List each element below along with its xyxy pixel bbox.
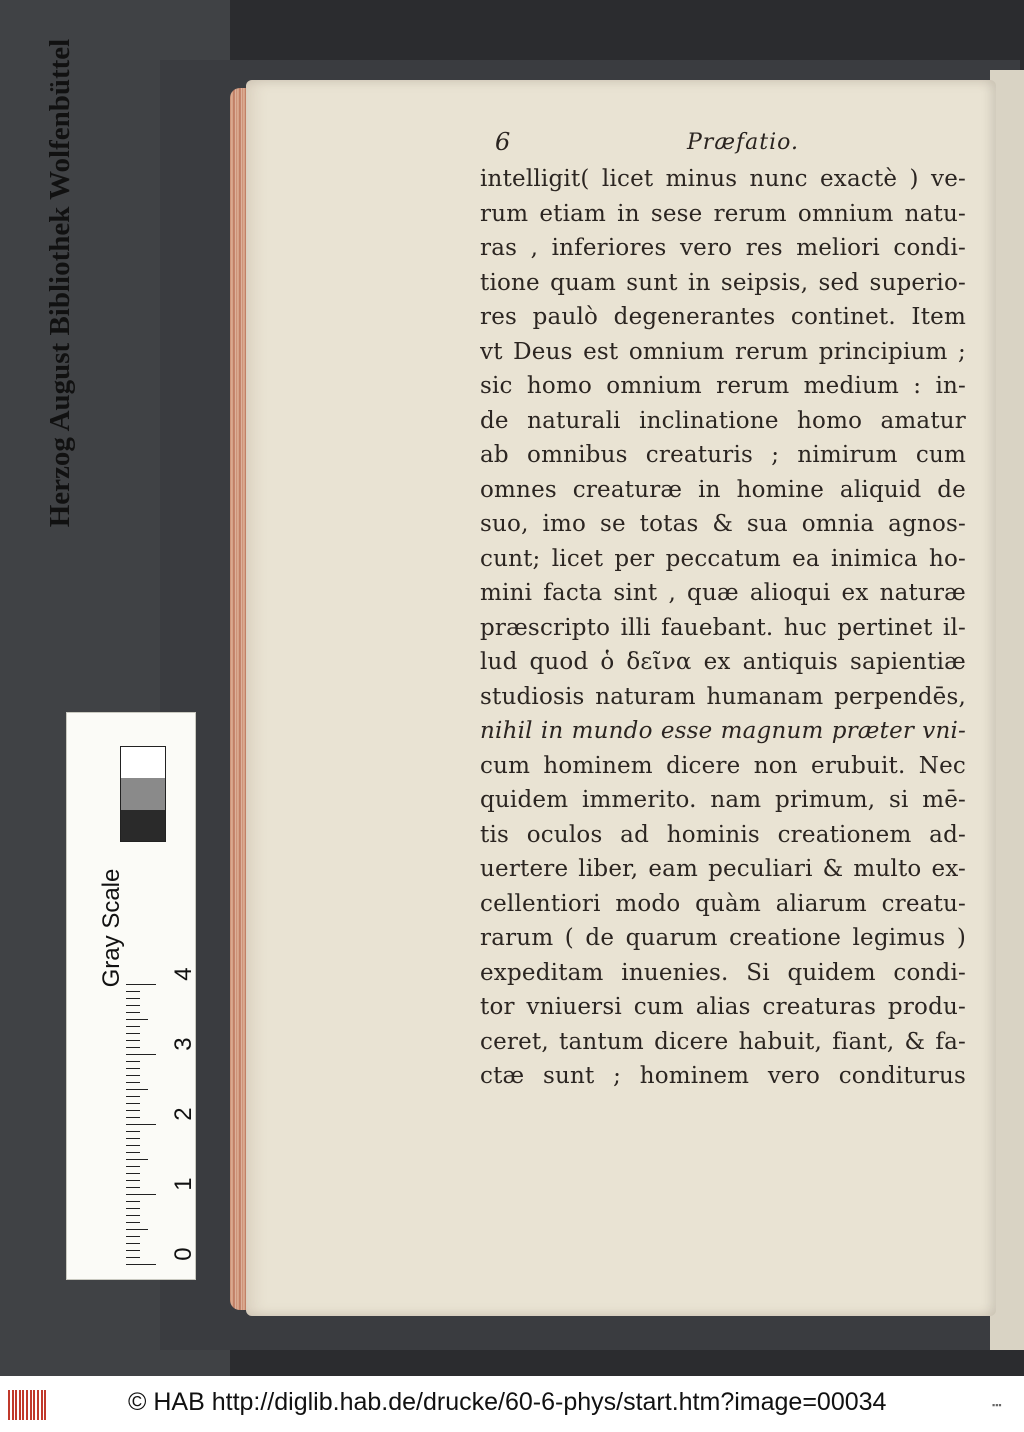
ruler-tick bbox=[126, 1061, 140, 1062]
ruler-number: 4 bbox=[170, 967, 197, 981]
scale-institution: Herzog August Bibliothek Wolfenbüttel bbox=[44, 38, 76, 528]
ruler-tick bbox=[126, 1082, 140, 1083]
ruler-tick bbox=[126, 1005, 140, 1006]
ruler-tick bbox=[126, 1250, 140, 1251]
text-line: ctæ sunt ; hominem vero conditurus bbox=[480, 1063, 966, 1089]
ruler-tick bbox=[126, 1159, 148, 1160]
barcode-stripe bbox=[44, 1390, 46, 1420]
ruler-tick bbox=[126, 1054, 156, 1055]
ruler-tick bbox=[126, 1012, 140, 1013]
running-head bbox=[495, 128, 965, 162]
text-line: mini facta sint , quæ alioqui ex naturæ bbox=[480, 580, 966, 606]
ruler-tick bbox=[126, 1264, 156, 1265]
ruler-tick bbox=[126, 1208, 140, 1209]
ruler-tick bbox=[126, 1103, 140, 1104]
ruler-tick bbox=[126, 1187, 140, 1188]
ruler-tick bbox=[126, 1243, 140, 1244]
text-line: ras , inferiores vero res meliori condi- bbox=[480, 235, 966, 261]
ruler-tick bbox=[126, 1236, 140, 1237]
text-line: lud quod ὁ δεῖνα ex antiquis sapientiæ bbox=[480, 649, 966, 675]
ruler-tick bbox=[126, 1194, 156, 1195]
text-line: rarum ( de quarum creatione legimus ) bbox=[480, 925, 966, 951]
footer-bar bbox=[0, 1376, 1024, 1432]
text-line: ceret, tantum dicere habuit, fiant, & fa- bbox=[480, 1028, 966, 1055]
ruler-number: 2 bbox=[170, 1107, 197, 1121]
text-line: omnes creaturæ in homine aliquid de bbox=[480, 476, 966, 503]
text-line: nihil in mundo esse magnum præter vni- bbox=[480, 718, 966, 744]
gray-swatch bbox=[121, 747, 165, 778]
ruler-tick bbox=[126, 1180, 140, 1181]
ruler-tick bbox=[126, 984, 156, 985]
footer-credit: © HAB http://diglib.hab.de/drucke/60-6-phys/start.htm?image=00034 bbox=[128, 1388, 887, 1416]
ruler-tick bbox=[126, 1075, 140, 1076]
barcode-stripe bbox=[26, 1390, 28, 1420]
barcode-stripe bbox=[12, 1390, 14, 1420]
ruler-tick bbox=[126, 1173, 140, 1174]
ruler-tick bbox=[126, 1222, 140, 1223]
text-line: tor vniuersi cum alias creaturas produ- bbox=[480, 994, 966, 1020]
ruler-number: 3 bbox=[170, 1037, 197, 1051]
text-line: præscripto illi fauebant. huc pertinet il- bbox=[480, 614, 966, 641]
barcode-stripe bbox=[30, 1390, 32, 1420]
ruler-tick bbox=[126, 1215, 140, 1216]
text-line: sic homo omnium rerum medium : in- bbox=[480, 373, 966, 399]
text-line: res paulò degenerantes continet. Item bbox=[480, 304, 966, 330]
body-text bbox=[480, 162, 966, 1094]
barcode-stripe bbox=[33, 1390, 35, 1420]
ruler-tick bbox=[126, 1138, 140, 1139]
barcode-stripe bbox=[15, 1390, 17, 1420]
page-number: 6 bbox=[495, 128, 511, 156]
text-line: intelligit( licet minus nunc exactè ) ve- bbox=[480, 166, 966, 192]
gray-swatch bbox=[121, 778, 165, 809]
text-line: suo, imo se totas & sua omnia agnos- bbox=[480, 511, 966, 537]
ruler-tick bbox=[126, 1229, 148, 1230]
barcode-stripe bbox=[19, 1390, 21, 1420]
text-line: ab omnibus creaturis ; nimirum cum bbox=[480, 442, 966, 468]
ruler-tick bbox=[126, 1033, 140, 1034]
text-line: tione quam sunt in seipsis, sed superio- bbox=[480, 269, 966, 296]
ruler-tick bbox=[126, 1152, 140, 1153]
ruler-tick bbox=[126, 1145, 140, 1146]
ruler-tick bbox=[126, 1068, 140, 1069]
text-line: de naturali inclinatione homo amatur bbox=[480, 407, 966, 434]
ruler-tick bbox=[126, 998, 140, 999]
text-line: cunt; licet per peccatum ea inimica ho- bbox=[480, 545, 966, 572]
ruler-tick bbox=[126, 1047, 140, 1048]
ruler-tick bbox=[126, 1019, 148, 1020]
scale-ruler bbox=[126, 972, 156, 1268]
text-line: cellentiori modo quàm aliarum creatu- bbox=[480, 890, 966, 917]
text-line: expeditam inuenies. Si quidem condi- bbox=[480, 959, 966, 986]
text-line: studiosis naturam humanam perpendēs, bbox=[480, 683, 966, 710]
ruler-tick bbox=[126, 1110, 140, 1111]
gray-swatch bbox=[121, 810, 165, 841]
ruler-tick bbox=[126, 1089, 148, 1090]
ruler-tick bbox=[126, 1131, 140, 1132]
text-line: uertere liber, eam peculiari & multo ex- bbox=[480, 856, 966, 882]
text-line: vt Deus est omnium rerum principium ; bbox=[480, 338, 966, 365]
barcode-stripe bbox=[8, 1390, 10, 1420]
ruler-tick bbox=[126, 1040, 140, 1041]
text-line: rum etiam in sese rerum omnium natu- bbox=[480, 200, 966, 227]
barcode-icon bbox=[8, 1390, 48, 1420]
text-line: quidem immerito. nam primum, si mē- bbox=[480, 787, 966, 813]
ruler-tick bbox=[126, 1026, 140, 1027]
ruler-tick bbox=[126, 1124, 156, 1125]
barcode-stripe bbox=[22, 1390, 24, 1420]
ruler-tick bbox=[126, 1166, 140, 1167]
ruler-number: 0 bbox=[170, 1247, 197, 1261]
running-head-title: Præfatio. bbox=[687, 130, 799, 155]
footer-mark: ▪▪▪ bbox=[992, 1400, 1002, 1410]
gray-swatch-box bbox=[120, 746, 166, 842]
ruler-tick bbox=[126, 1096, 140, 1097]
ruler-tick bbox=[126, 1117, 140, 1118]
text-line: cum hominem dicere non erubuit. Nec bbox=[480, 752, 966, 779]
ruler-tick bbox=[126, 1257, 140, 1258]
barcode-stripe bbox=[37, 1390, 39, 1420]
ruler-number: 1 bbox=[170, 1177, 197, 1191]
ruler-tick bbox=[126, 991, 140, 992]
barcode-stripe bbox=[41, 1390, 43, 1420]
scale-gray-label: Gray Scale bbox=[98, 868, 125, 988]
ruler-tick bbox=[126, 1201, 140, 1202]
text-line: tis oculos ad hominis creationem ad- bbox=[480, 821, 966, 848]
